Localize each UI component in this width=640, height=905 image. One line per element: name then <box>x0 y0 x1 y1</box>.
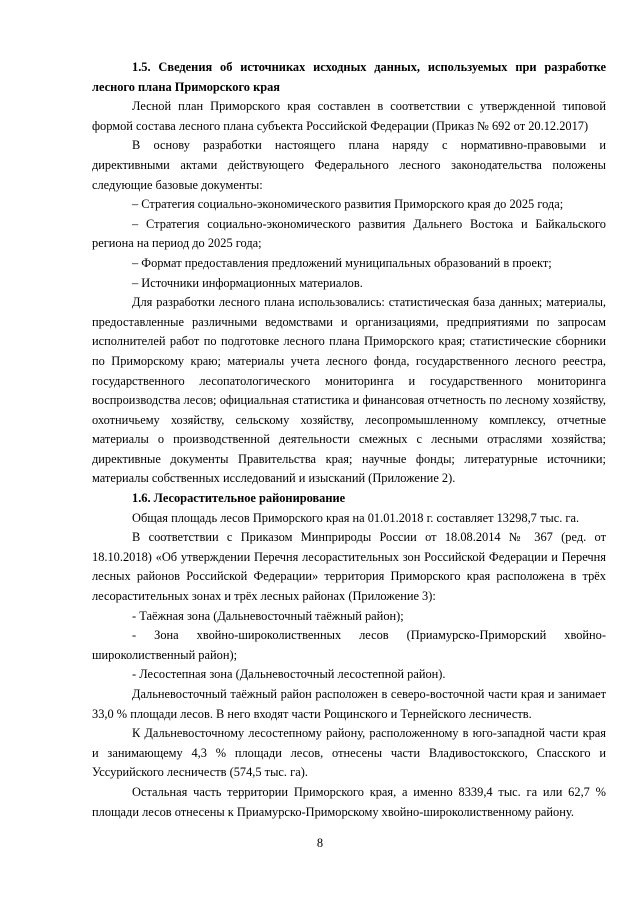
paragraph: К Дальневосточному лесостепному району, расположенному в юго-западной части края и занимающему 4,3 % площади лесов, отнесены части Владивостокского, Спасского и Уссурийского лесничеств (574,5 тыс. га). <box>92 726 606 780</box>
paragraph: Общая площадь лесов Приморского края на 01.01.2018 г. составляет 13298,7 тыс. га. <box>132 510 580 525</box>
paragraph: Для разработки лесного плана использовались: статистическая база данных; материалы, предоставленные различными ведомствами и организациями, предприятиями по запросам исполнителей работ по подготовке лесного плана Приморского края; статистические сборники по Приморскому краю; материалы учета лесного фонда, государственного лесного реестра, государственного лесопатологического мониторинга и государственного мониторинга воспроизводства лесов; официальная статистика и финансовая отчетность по лесному хозяйству, охотничьему хозяйству, сельскому хозяйству, лесопромышленному комплексу, отчетные материалы о производственной деятельности смежных с лесными отраслями хозяйства; директивные документы Правительства края; научные фонды; литературные источники; материалы собственных исследований и изысканий (Приложение 2). <box>92 295 606 486</box>
list-item: – Стратегия социально-экономического развития Приморского края до 2025 года; <box>132 197 564 212</box>
list-item: - Таёжная зона (Дальневосточный таёжный район); <box>132 608 404 623</box>
document-page <box>92 58 606 822</box>
list-item: - Зона хвойно-широколиственных лесов (Приамурско-Приморский хвойно-широколиственный район); <box>92 628 606 662</box>
list-item: - Лесостепная зона (Дальневосточный лесостепной район). <box>132 667 446 682</box>
paragraph: В основу разработки настоящего плана наряду с нормативно-правовыми и директивными актами действующего Федерального лесного законодательства положены следующие базовые документы: <box>92 138 606 192</box>
paragraph: Остальная часть территории Приморского края, а именно 8339,4 тыс. га или 62,7 % площади лесов отнесены к Приамурско-Приморскому хвойно-широколиственному району. <box>92 784 606 819</box>
section-1-5-heading: 1.5. Сведения об источниках исходных данных, используемых при разработке лесного плана Приморского края <box>92 60 606 94</box>
paragraph: Лесной план Приморского края составлен в соответствии с утвержденной типовой формой состава лесного плана субъекта Российской Федерации (Приказ № 692 от 20.12.2017) <box>92 99 606 133</box>
list-item: – Источники информационных материалов. <box>132 275 363 290</box>
paragraph: Дальневосточный таёжный район расположен в северо-восточной части края и занимает 33,0 % площади лесов. В него входят части Рощинского и Тернейского лесничеств. <box>92 687 606 721</box>
page-number: 8 <box>316 836 324 850</box>
paragraph: В соответствии с Приказом Минприроды России от 18.08.2014 № 367 (ред. от 18.10.2018) «Об утверждении Перечня лесорастительных зон Российской Федерации и Перечня лесных районов Российской Федерации» территория Приморского края расположена в трёх лесорастительных зонах и трёх лесных районах (Приложение 3): <box>92 530 606 604</box>
list-item: – Формат предоставления предложений муниципальных образований в проект; <box>132 255 552 270</box>
list-item: – Стратегия социально-экономического развития Дальнего Востока и Байкальского региона на период до 2025 года; <box>92 216 606 251</box>
section-1-6-heading: 1.6. Лесорастительное районирование <box>132 491 346 506</box>
